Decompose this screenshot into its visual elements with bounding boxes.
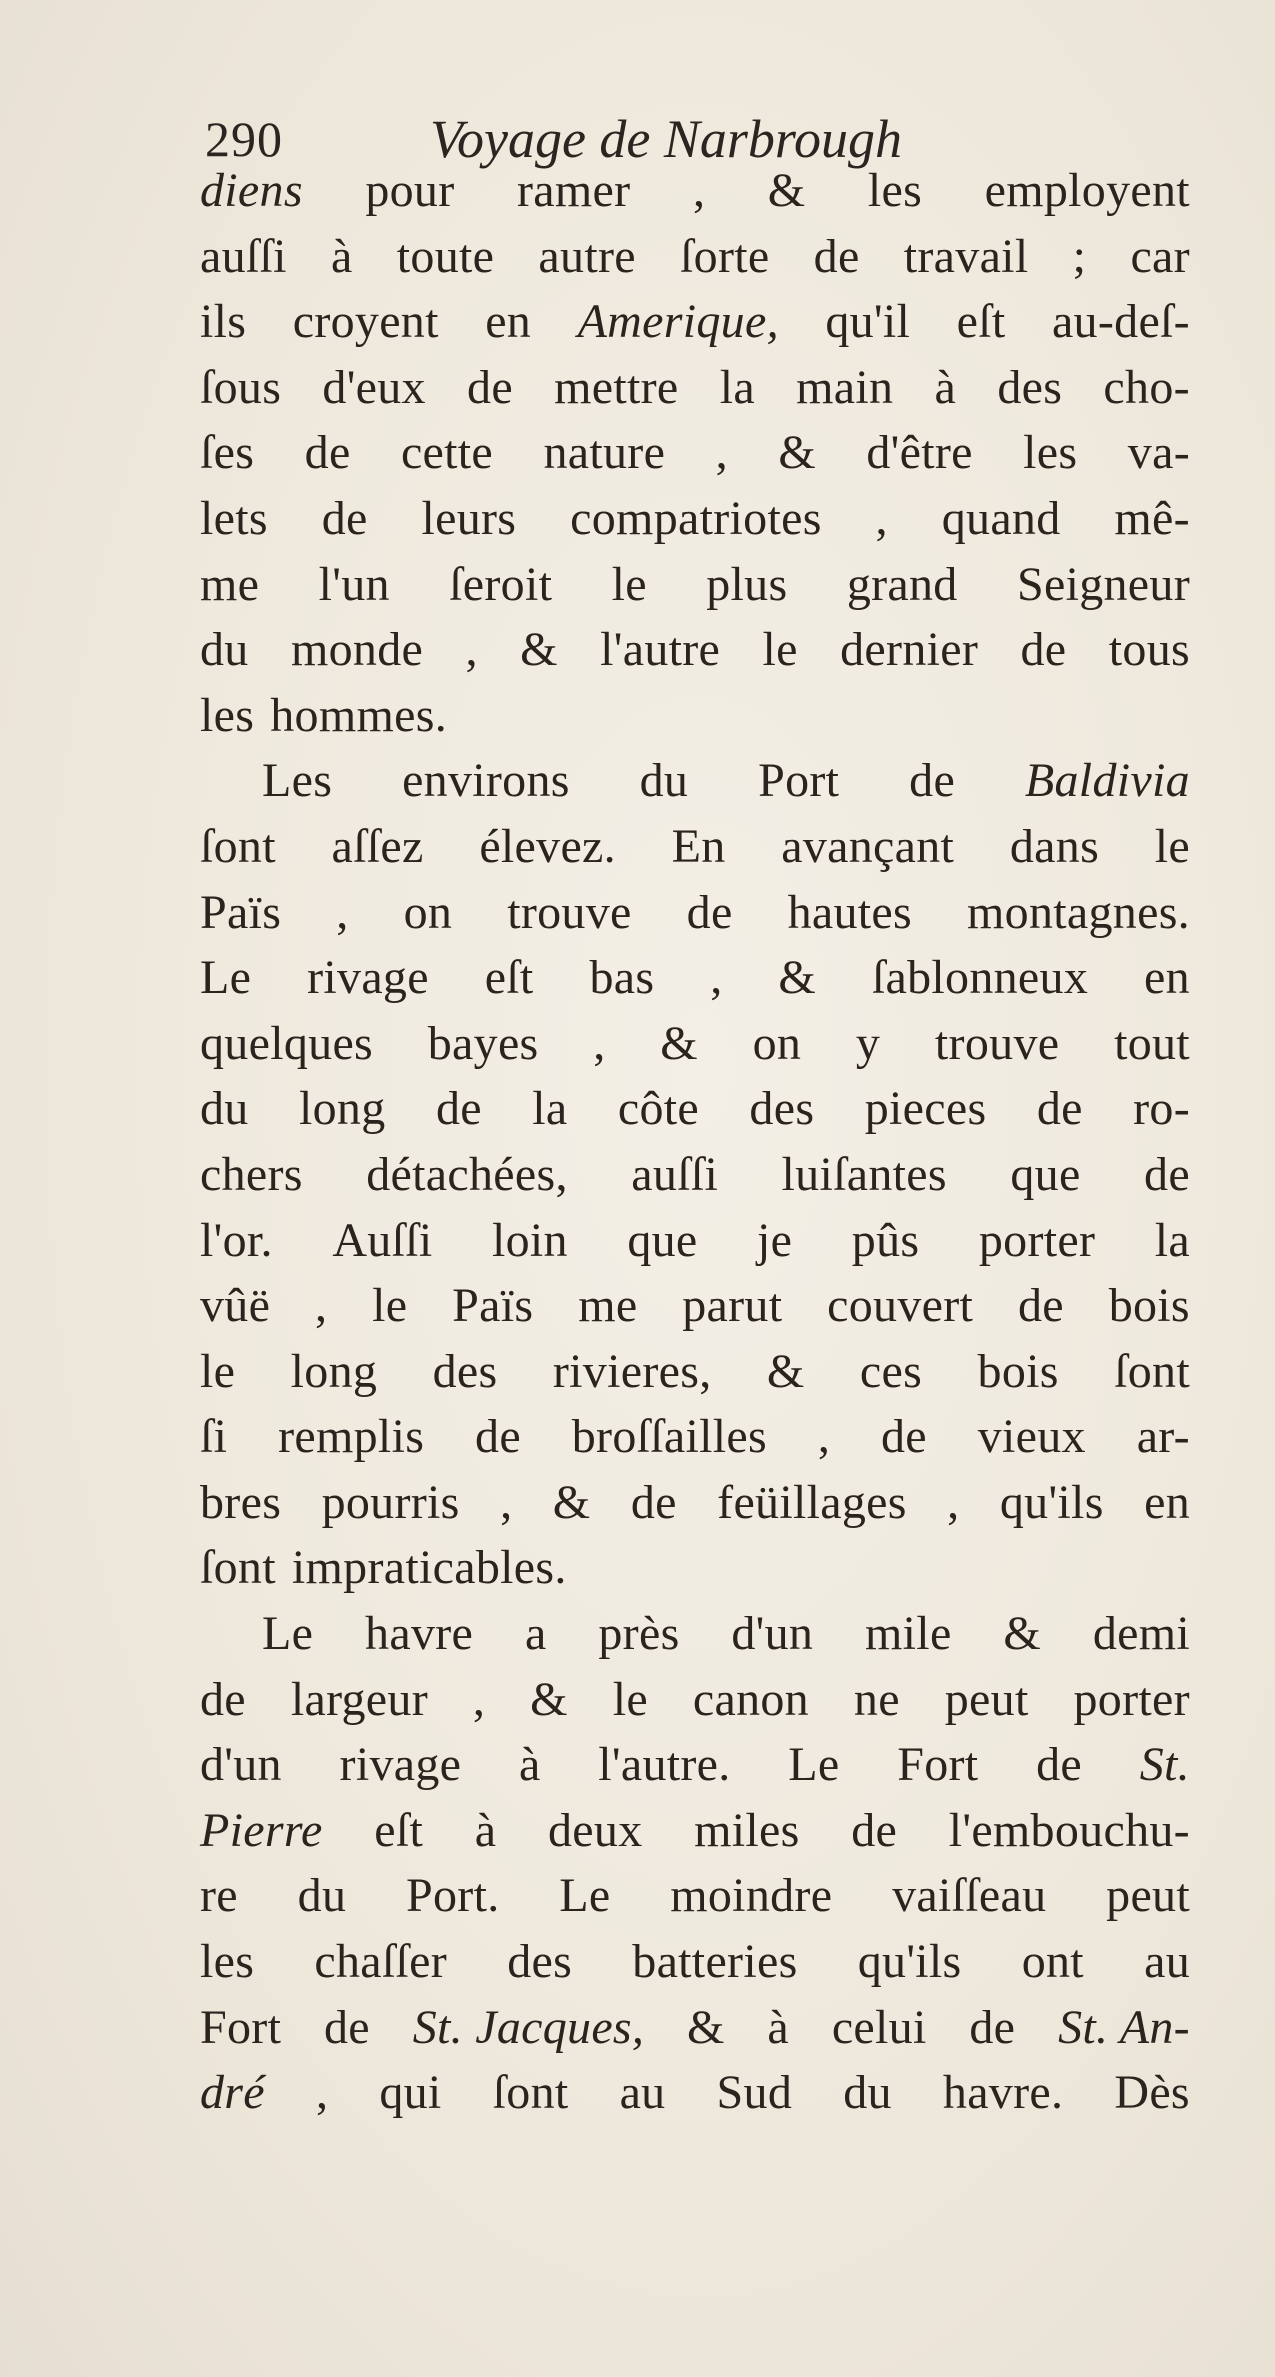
word: va- [1127, 426, 1190, 480]
word: parut [682, 1279, 783, 1333]
word: loin [491, 1213, 568, 1267]
word: compatriotes [570, 491, 822, 545]
word: trouve [507, 885, 632, 939]
word: les [200, 1935, 255, 1989]
word: le [612, 1672, 648, 1726]
running-title: Voyage de Narbrough [430, 109, 902, 169]
word: , [465, 623, 478, 677]
word: Pierre [200, 1803, 323, 1857]
word: de [630, 1475, 677, 1529]
word: autre [538, 229, 636, 283]
word: a [524, 1607, 547, 1661]
text-line [200, 945, 1190, 1011]
word: , [817, 1410, 831, 1464]
text-line [200, 1667, 1190, 1733]
word: on [752, 1016, 802, 1070]
word: main [796, 360, 894, 414]
word: de [321, 491, 368, 545]
word: y [855, 1016, 881, 1070]
text-line [200, 1863, 1190, 1929]
word: qu'ils [857, 1935, 962, 1989]
word: les [200, 688, 255, 742]
word: ſorte [680, 229, 770, 283]
word: la [532, 1082, 568, 1136]
word: ; [1072, 229, 1087, 283]
text-line [200, 2060, 1190, 2126]
word: diens [200, 164, 303, 217]
word: de [304, 426, 351, 480]
text-line [200, 1076, 1190, 1142]
word: de [969, 2000, 1016, 2054]
word: la [719, 360, 755, 414]
word: ſablonneux [871, 951, 1089, 1005]
word: l'embouchu- [948, 1803, 1190, 1857]
word: qui [379, 2066, 442, 2120]
word: impraticables. [291, 1541, 567, 1595]
word: re [200, 1869, 238, 1923]
word: , [692, 164, 706, 217]
word: de [1017, 1279, 1064, 1333]
word: Le [200, 951, 252, 1005]
word: de [909, 754, 956, 808]
word: au-deſ- [1051, 295, 1190, 349]
word: , [315, 2066, 329, 2120]
word: des [432, 1344, 498, 1398]
word: Païs [452, 1279, 534, 1333]
word: de [475, 1410, 521, 1464]
word: hautes [787, 885, 912, 939]
word: long [299, 1082, 386, 1136]
word: l'or. [200, 1213, 273, 1267]
word: Fort [897, 1738, 979, 1792]
word: ces [859, 1344, 923, 1398]
word: ne [853, 1672, 900, 1726]
word: côte [617, 1082, 700, 1136]
word: Seigneur [1016, 557, 1190, 611]
word: le [611, 557, 647, 611]
word: broſſailles [571, 1410, 768, 1464]
word: eſt [374, 1803, 424, 1857]
word: Les [262, 754, 333, 808]
word: moindre [670, 1869, 833, 1923]
word: le [762, 623, 798, 677]
word: ont [1021, 1935, 1084, 1989]
word: montagnes. [967, 885, 1190, 939]
word: le [1154, 819, 1190, 873]
page-number: 290 [205, 111, 283, 167]
word: , [947, 1475, 960, 1529]
word: luiſantes [781, 1147, 947, 1201]
word: croyent [292, 295, 439, 349]
word: porter [978, 1213, 1096, 1267]
word: En [671, 819, 726, 873]
word: du [843, 2066, 892, 2120]
word: eſt [956, 295, 1006, 349]
word: ſont [200, 819, 276, 873]
word: cho- [1103, 360, 1190, 414]
word: canon [692, 1672, 809, 1726]
text-line [200, 1404, 1190, 1470]
text-line [200, 748, 1190, 814]
word: de [435, 1082, 482, 1136]
word: , [336, 885, 349, 939]
word: Port [758, 754, 840, 808]
word: des [749, 1082, 815, 1136]
word: mettre [554, 360, 679, 414]
word: ſes [200, 426, 255, 480]
word: à [767, 2000, 790, 2054]
word: je [757, 1213, 793, 1267]
word: lets [200, 491, 268, 545]
word: , [315, 1279, 328, 1333]
word: Auſſi [332, 1213, 433, 1267]
word: & [520, 623, 558, 677]
word: d'un [731, 1607, 814, 1661]
word: , [715, 426, 728, 480]
text-line [200, 683, 1190, 749]
word: miles [694, 1803, 800, 1857]
word: vieux [977, 1410, 1086, 1464]
word: batteries [632, 1935, 798, 1989]
word: qu'ils [999, 1475, 1104, 1529]
word: l'autre. [598, 1738, 731, 1792]
word: aſſez [331, 819, 424, 873]
text-line [200, 617, 1190, 683]
word: au [619, 2066, 666, 2120]
word: dernier [840, 623, 979, 677]
word: bres [200, 1475, 282, 1529]
word: , [500, 1475, 513, 1529]
word: du [200, 1082, 249, 1136]
word: tous [1108, 623, 1190, 677]
text-line [200, 880, 1190, 946]
word: Fort [200, 2000, 282, 2054]
word: à [518, 1738, 541, 1792]
word: ſi [200, 1410, 228, 1464]
word: de [324, 2000, 370, 2054]
word: remplis [278, 1410, 425, 1464]
word: ſont [1114, 1344, 1190, 1398]
word: feüillages [717, 1475, 907, 1529]
word: & [767, 164, 806, 217]
word: environs [402, 754, 570, 808]
text-line [200, 224, 1190, 290]
word: ar- [1136, 1410, 1190, 1464]
word: l'un [318, 557, 390, 611]
word: cette [400, 426, 494, 480]
word: quand [941, 491, 1061, 545]
word: de [1144, 1147, 1190, 1201]
word: dré [200, 2066, 265, 2120]
word: & [1003, 1607, 1041, 1661]
word: Port. [406, 1869, 500, 1923]
word: de [1036, 1082, 1083, 1136]
word: Baldivia [1024, 754, 1190, 808]
word: de [467, 360, 513, 414]
word: long [290, 1344, 378, 1398]
word: de [880, 1410, 927, 1464]
word: St. [1139, 1738, 1190, 1792]
word: des [997, 360, 1063, 414]
word: nature [543, 426, 666, 480]
word: d'être [866, 426, 973, 480]
word: car [1130, 229, 1190, 283]
word: en [1144, 1475, 1190, 1529]
word: Le [262, 1607, 314, 1661]
text-line [200, 1470, 1190, 1536]
word: à [474, 1803, 497, 1857]
word: Amerique, [577, 295, 779, 349]
word: plus [706, 557, 788, 611]
word: de [200, 1672, 246, 1726]
word: près [598, 1607, 680, 1661]
word: les [1023, 426, 1078, 480]
text-line [200, 486, 1190, 552]
word: & [552, 1475, 591, 1529]
word: élevez. [479, 819, 616, 873]
word: rivage [339, 1738, 462, 1792]
word: auſſi [200, 229, 287, 283]
word: me [200, 557, 260, 611]
word: auſſi [631, 1147, 719, 1201]
word: la [1154, 1213, 1190, 1267]
word: & [530, 1672, 568, 1726]
word: dans [1009, 819, 1100, 873]
word: du [639, 754, 689, 808]
text-line [200, 1011, 1190, 1077]
text-line [200, 1929, 1190, 1995]
word: le [200, 1344, 236, 1398]
word: me [578, 1279, 638, 1333]
text-line [200, 1339, 1190, 1405]
text-line [200, 1535, 1190, 1601]
word: mile [865, 1607, 952, 1661]
word: peut [1106, 1869, 1190, 1923]
text-line [200, 814, 1190, 880]
word: & [778, 426, 816, 480]
word: pûs [851, 1213, 920, 1267]
text-line [200, 1208, 1190, 1274]
word: bois [1108, 1279, 1190, 1333]
word: Le [788, 1738, 840, 1792]
word: vaiſſeau [892, 1869, 1047, 1923]
word: de [813, 229, 860, 283]
word: hommes. [270, 688, 447, 742]
word: largeur [290, 1672, 428, 1726]
text-line [200, 289, 1190, 355]
word: pieces [864, 1082, 987, 1136]
word: celui [831, 2000, 927, 2054]
word: ils [200, 295, 247, 349]
word: ramer [517, 164, 631, 217]
word: Le [559, 1869, 611, 1923]
word: trouve [934, 1016, 1060, 1070]
word: havre. [942, 2066, 1064, 2120]
word: de [851, 1803, 898, 1857]
word: à [330, 229, 353, 283]
word: pourris [321, 1475, 460, 1529]
text-line [200, 158, 1190, 224]
word: toute [396, 229, 495, 283]
word: avançant [781, 819, 955, 873]
word: , [472, 1672, 486, 1726]
word: qu'il [825, 295, 911, 349]
word: pour [365, 164, 455, 217]
word: eſt [484, 951, 534, 1005]
text-line [200, 552, 1190, 618]
word: ro- [1133, 1082, 1190, 1136]
word: peut [944, 1672, 1029, 1726]
text-line [200, 1142, 1190, 1208]
text-line [200, 420, 1190, 486]
word: chers [200, 1147, 303, 1201]
word: le [372, 1279, 408, 1333]
text-line [200, 355, 1190, 421]
word: de [1036, 1738, 1083, 1792]
word: rivage [307, 951, 429, 1005]
text-line [200, 1273, 1190, 1339]
word: vûë [200, 1279, 271, 1333]
word: ſont [200, 1541, 276, 1595]
word: & [766, 1344, 805, 1398]
word: ſeroit [449, 557, 553, 611]
word: chaſſer [314, 1935, 448, 1989]
word: St. Jacques, [412, 2000, 645, 2054]
text-line [200, 1995, 1190, 2061]
text-line [200, 1601, 1190, 1667]
word: que [627, 1213, 698, 1267]
word: d'un [200, 1738, 282, 1792]
word: du [297, 1869, 347, 1923]
text-line [200, 1798, 1190, 1864]
word: bois [977, 1344, 1059, 1398]
word: tout [1114, 1016, 1190, 1070]
word: , [875, 491, 888, 545]
word: que [1010, 1147, 1081, 1201]
body-text [200, 158, 1190, 2126]
word: détachées, [366, 1147, 568, 1201]
word: & [778, 951, 816, 1005]
word: & [660, 1016, 698, 1070]
word: l'autre [600, 623, 721, 677]
word: de [686, 885, 733, 939]
word: monde [290, 623, 424, 677]
word: ſous [200, 360, 282, 414]
word: deux [547, 1803, 643, 1857]
word: de [1020, 623, 1067, 677]
word: au [1144, 1935, 1190, 1989]
word: rivieres, [552, 1344, 712, 1398]
word: havre [365, 1607, 474, 1661]
word: bas [589, 951, 655, 1005]
word: travail [903, 229, 1029, 283]
word: Sud [716, 2066, 793, 2120]
word: grand [846, 557, 958, 611]
word: St. An- [1058, 2000, 1190, 2054]
word: les [867, 164, 923, 217]
word: & [687, 2000, 725, 2054]
word: demi [1092, 1607, 1190, 1661]
word: couvert [827, 1279, 974, 1333]
word: , [593, 1016, 606, 1070]
word: quelques [200, 1016, 374, 1070]
word: Païs [200, 885, 282, 939]
word: bayes [427, 1016, 539, 1070]
word: à [934, 360, 957, 414]
word: en [485, 295, 532, 349]
word: en [1144, 951, 1190, 1005]
word: des [507, 1935, 573, 1989]
word: mê- [1114, 491, 1190, 545]
word: leurs [421, 491, 517, 545]
word: on [403, 885, 453, 939]
text-line [200, 1732, 1190, 1798]
word: Dès [1114, 2066, 1190, 2120]
word: , [710, 951, 723, 1005]
word: employent [984, 164, 1190, 217]
word: porter [1073, 1672, 1190, 1726]
word: ſont [492, 2066, 569, 2120]
word: du [200, 623, 249, 677]
word: d'eux [322, 360, 426, 414]
